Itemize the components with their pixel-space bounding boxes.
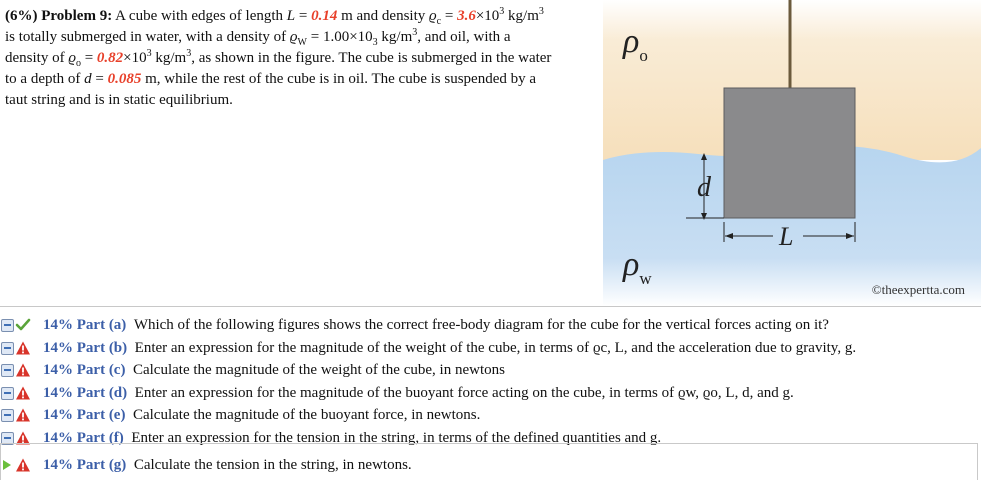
problem-text-6: , as shown in the figure. The cube is submerged in the water <box>191 50 552 66</box>
problem-text-7: to a depth of <box>5 71 81 87</box>
problem-weight: (6%) <box>5 8 38 24</box>
part-id: Part (b) <box>76 339 128 356</box>
rho-w-label-sub: w <box>639 269 652 288</box>
value-d: 0.085 <box>107 71 142 87</box>
part-label: 14% <box>43 384 73 401</box>
part-row-a[interactable] <box>0 314 981 337</box>
part-row-e[interactable] <box>0 404 981 427</box>
times-ten-o: ×10 <box>123 50 147 66</box>
rho-w-label: $\rho_w$ <box>623 246 652 288</box>
value-L: 0.14 <box>311 8 338 24</box>
part-question: Enter an expression for the magnitude of the weight of the cube, in terms of ϱc, L, and the acceleration due to gravity, g. <box>134 339 857 356</box>
times-ten: ×10 <box>475 8 500 24</box>
var-rho-o-sub: o <box>75 58 81 69</box>
figure-svg <box>603 0 981 306</box>
var-rho-c: ϱ <box>429 8 437 24</box>
var-L: L <box>286 8 296 24</box>
part-question: Calculate the magnitude of the weight of the cube, in newtons <box>132 362 505 379</box>
problem-statement: (6%) Problem 9: A cube with edges of length L = 0.14 m and density $ϱ_c = 3.6\times 10^3$ $kg/m^3$ is totally submerged in water, with a density of $ϱ_W = 1.00\times 10_3$ $kg/m^3$, and oil, with a density of $ϱ_o = 0.82\times 10^3$ $kg/m^3$, as shown in the figure. The cube is submerged in the water to a depth of d = 0.085 m, while the rest of the cube is in oil. The cube is suspended by a taut string and is in static equilibrium. <box>5 6 552 108</box>
part-text <box>43 404 480 427</box>
problem-text-4: , and oil, with a <box>417 29 511 45</box>
problem-text-9: taut string and is in static equilibrium. <box>5 92 233 108</box>
part-label: 14% <box>43 339 73 356</box>
part-label: 14% <box>43 317 73 333</box>
collapse-toggle-icon[interactable] <box>1 364 14 377</box>
warning-icon <box>15 385 31 401</box>
part-g-panel <box>0 443 978 480</box>
unit-kgm3: kg/m <box>508 8 539 24</box>
unit-exp-w: 3 <box>412 27 418 38</box>
cube-figure <box>603 0 981 306</box>
problem-text-5: density of <box>5 50 65 66</box>
part-text <box>43 382 794 405</box>
problem-text-8: m, while the rest of the cube is in oil. The cube is suspended by a <box>145 71 537 87</box>
value-rho-c: 3.6 <box>457 8 476 24</box>
part-question: Calculate the magnitude of the buoyant force, in newtons. <box>132 407 481 424</box>
var-d: d <box>84 71 92 87</box>
unit-exp: 3 <box>538 6 544 17</box>
exp-rho-c: 3 <box>499 6 505 17</box>
collapse-toggle-icon[interactable] <box>1 409 14 422</box>
check-icon <box>15 317 31 333</box>
warning-icon <box>15 407 31 423</box>
part-question: Enter an expression for the tension in the string, in terms of the defined quantities and g. <box>131 429 662 446</box>
part-id: Part (c) <box>76 362 126 379</box>
unit-kgm3-o: kg/m <box>155 50 187 66</box>
collapse-toggle-icon[interactable] <box>1 342 14 355</box>
unit-exp-o: 3 <box>186 48 192 59</box>
part-id: Part (a) <box>76 317 127 333</box>
part-question: Enter an expression for the magnitude of the buoyant force acting on the cube, in terms of ϱw, ϱo, L, d, and g. <box>134 384 794 401</box>
value-rho-o: 0.82 <box>96 50 124 66</box>
rho-o-label: $\rho_o$ <box>623 23 648 65</box>
problem-text-1: A cube with edges of length <box>115 8 284 24</box>
rho-o-label-sub: o <box>639 46 648 65</box>
exp-rho-w: 3 <box>372 37 378 48</box>
exp-rho-o: 3 <box>146 48 152 59</box>
cube <box>724 88 855 218</box>
var-rho-w-sub: W <box>297 37 307 48</box>
part-id: Part (e) <box>76 407 126 424</box>
part-label: 14% <box>43 362 73 379</box>
value-rho-w: = 1.00×10 <box>310 29 373 45</box>
part-id: Part (d) <box>76 384 128 401</box>
part-label: 14% <box>43 407 73 424</box>
var-rho-w: ϱ <box>289 29 298 45</box>
var-rho-c-sub: c <box>436 16 442 27</box>
problem-label: Problem 9: <box>41 8 113 24</box>
part-row-d[interactable] <box>0 382 981 405</box>
part-label: 14% <box>43 429 73 446</box>
divider <box>0 306 981 307</box>
L-label: L <box>779 222 794 251</box>
unit-kgm3-w: kg/m <box>381 29 413 45</box>
part-text <box>43 314 829 337</box>
part-id: Part (f) <box>76 429 124 446</box>
problem-text-2: m and density <box>341 8 426 24</box>
copyright-credit: ©theexpertta.com <box>871 282 965 297</box>
warning-icon <box>15 362 31 378</box>
part-id: Part (g) <box>76 456 127 473</box>
problem-text-3: is totally submerged in water, with a density of <box>5 29 287 45</box>
part-question: Which of the following figures shows the correct free-body diagram for the cube for the vertical forces acting on it? <box>133 317 829 333</box>
var-rho-o: ϱ <box>68 50 76 66</box>
part-row-c[interactable] <box>0 359 981 382</box>
part-question: Calculate the tension in the string, in newtons. <box>133 456 412 473</box>
part-text <box>43 337 856 360</box>
d-label: d <box>697 172 711 203</box>
part-label: 14% <box>43 456 73 473</box>
collapse-toggle-icon[interactable] <box>1 387 14 400</box>
warning-icon <box>15 340 31 356</box>
collapse-toggle-icon[interactable] <box>1 319 14 332</box>
part-text <box>43 359 505 382</box>
part-row-b[interactable] <box>0 337 981 360</box>
